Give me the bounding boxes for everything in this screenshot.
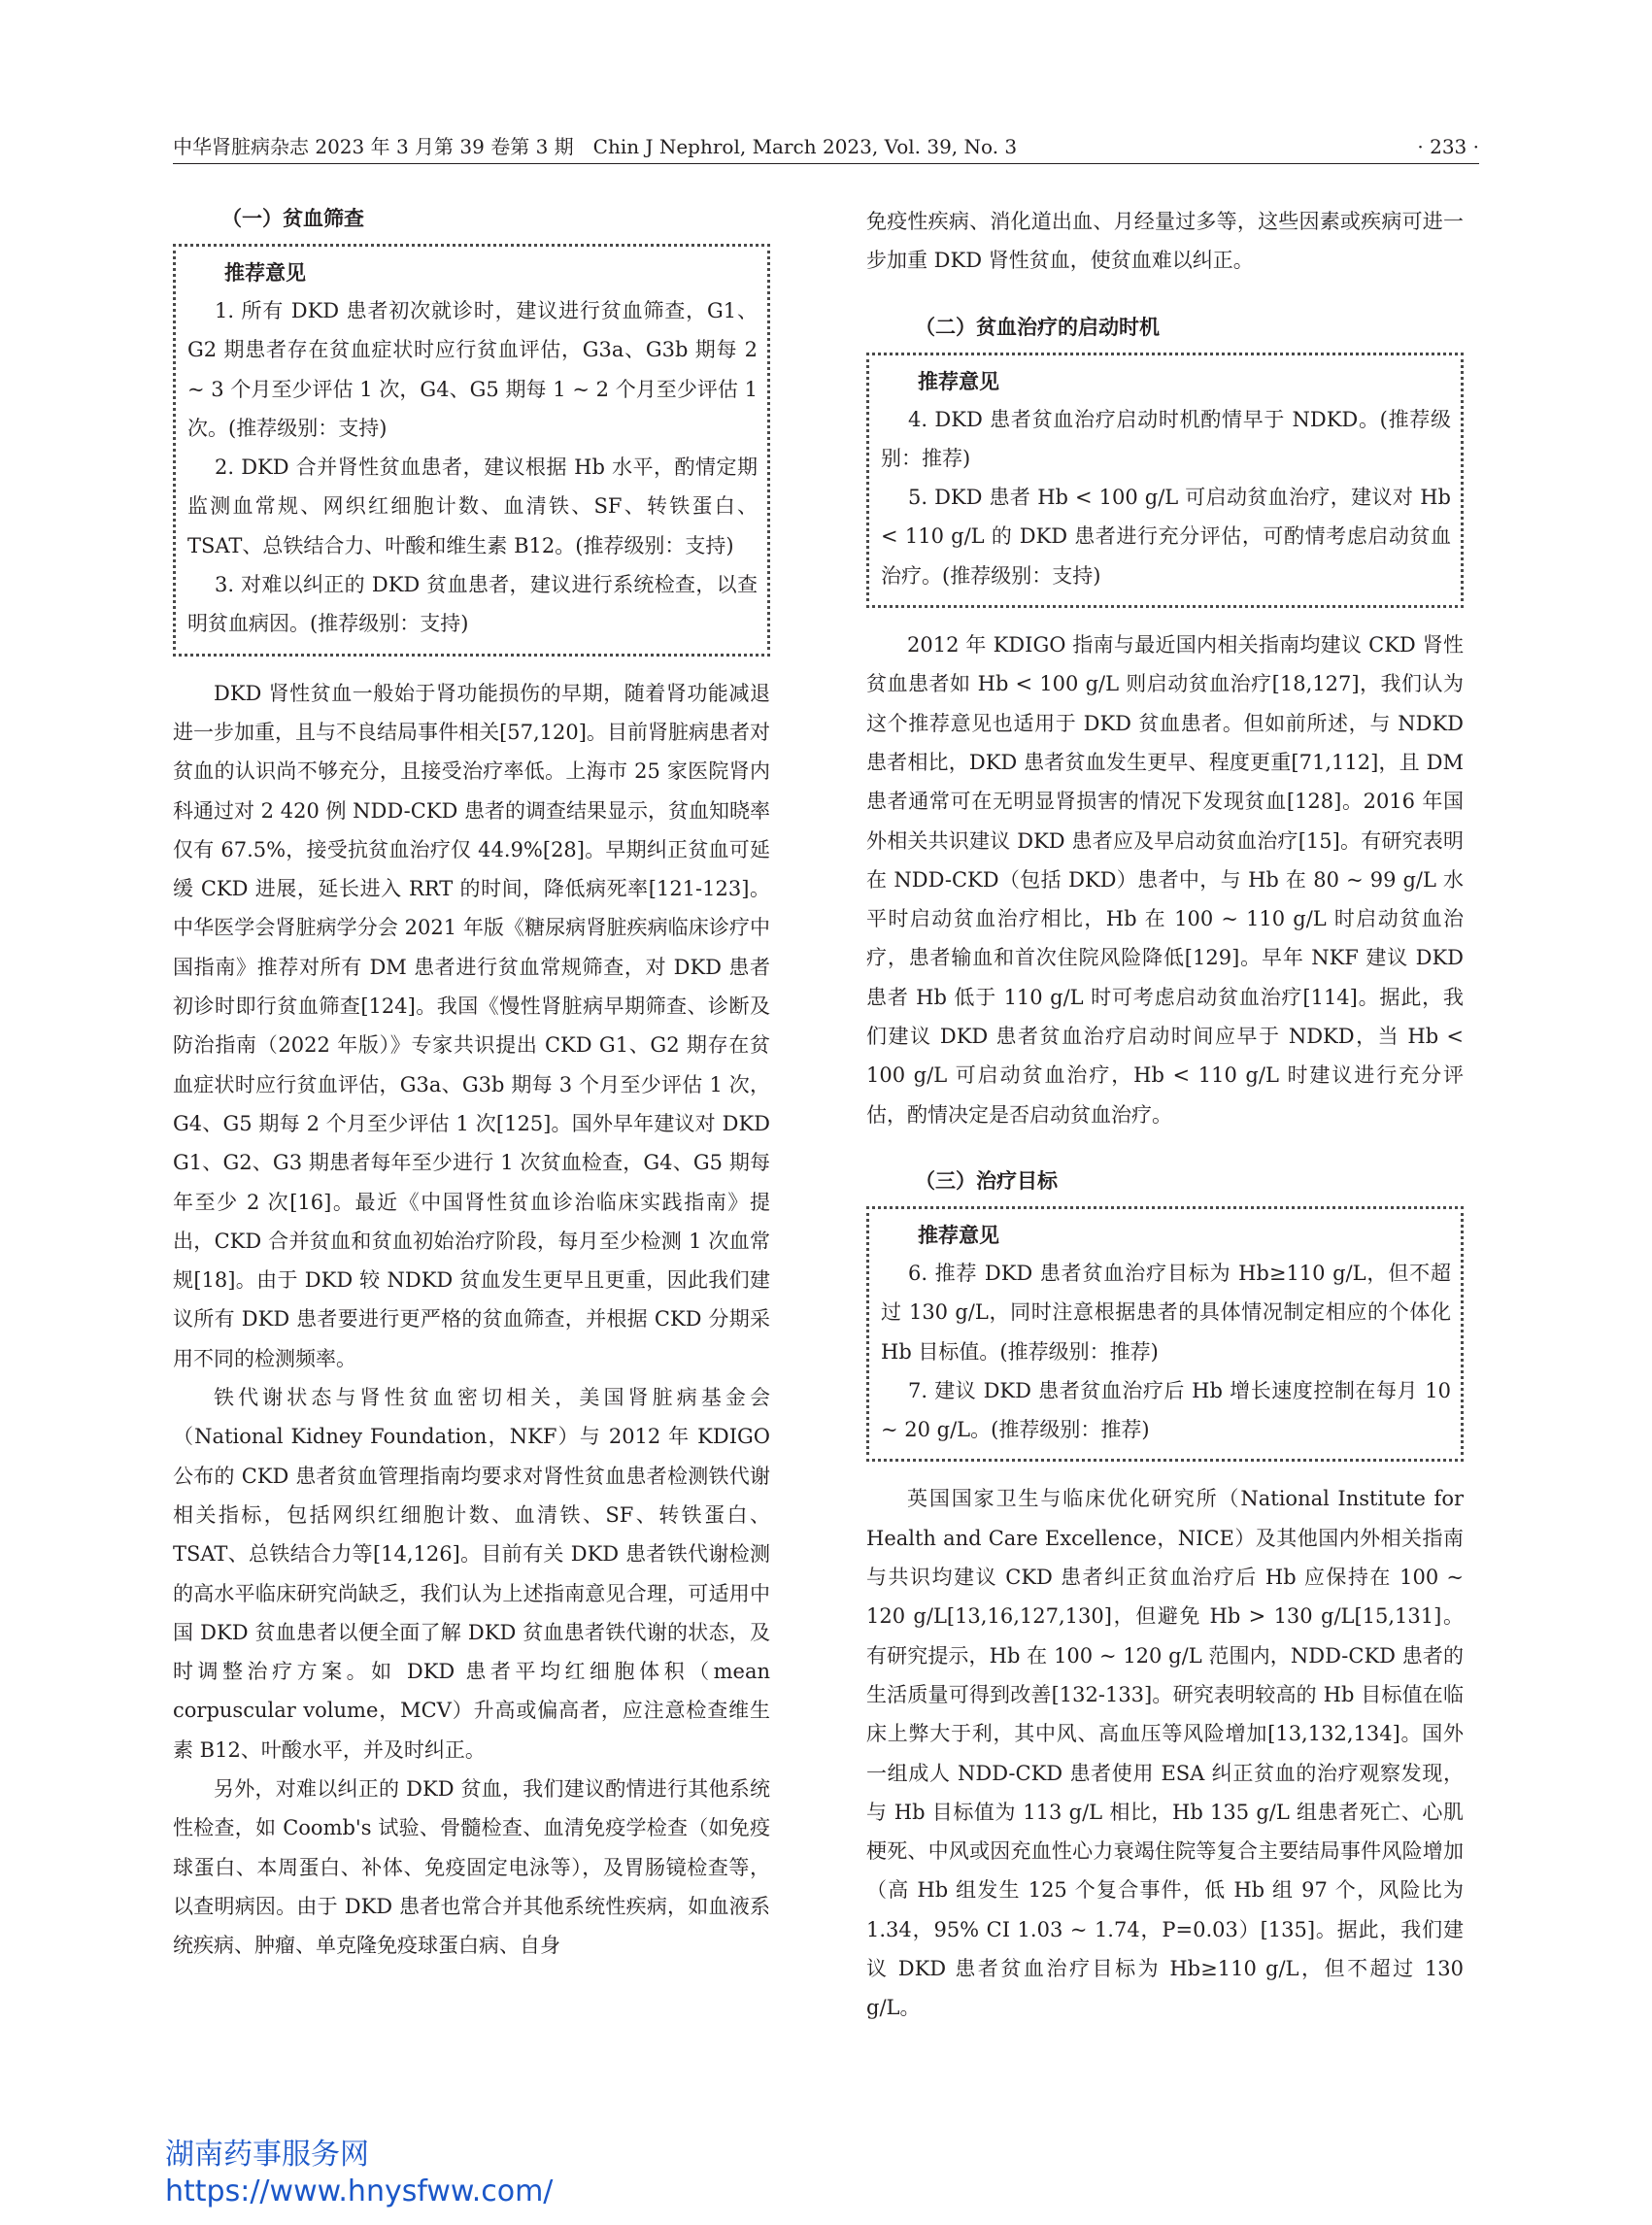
journal-citation: 中华肾脏病杂志 2023 年 3 月第 39 卷第 3 期 Chin J Nephrol, March 2023, Vol. 39, No. 3	[173, 135, 1018, 158]
recommendation-3: 3. 对难以纠正的 DKD 贫血患者，建议进行系统检查，以查明贫血病因。(推荐级别：支持)	[187, 573, 758, 636]
site-name: 湖南药事服务网	[165, 2138, 369, 2172]
watermark-footer	[165, 2137, 553, 2210]
recommendation-7: 7. 建议 DKD 患者贫血治疗后 Hb 增长速度控制在每月 10 ~ 20 g/L。(推荐级别：推荐)	[881, 1378, 1451, 1442]
body-paragraph: 2012 年 KDIGO 指南与最近国内相关指南均建议 CKD 肾性贫血患者如 Hb < 100 g/L 则启动贫血治疗[18,127]，我们认为这个推荐意见也适用于 DKD 贫血患者。但如前所述，与 NDKD 患者相比，DKD 患者贫血发生更早、程度更重[71,112]，且 DM 患者通常可在无明显肾损害的情况下发现贫血[128]。2016 年国外相关共识建议 DKD 患者应及早启动贫血治疗[15]。有研究表明在 NDD-CKD（包括 DKD）患者中，与 Hb 在 80 ~ 99 g/L 水平时启动贫血治疗相比，Hb 在 100 ~ 110 g/L 时启动贫血治疗，患者输血和首次住院风险降低[129]。早年 NKF 建议 DKD 患者 Hb 低于 110 g/L 时可考虑启动贫血治疗[114]。据此，我们建议 DKD 患者贫血治疗启动时间应早于 NDKD，当 Hb < 100 g/L 可启动贫血治疗，Hb < 110 g/L 时建议进行充分评估，酌情决定是否启动贫血治疗。	[866, 633, 1464, 1127]
recommendation-box-1	[173, 244, 770, 657]
recommendation-heading: 推荐意见	[224, 261, 306, 285]
body-paragraph: DKD 肾性贫血一般始于肾功能损伤的早期，随着肾功能减退进一步加重，且与不良结局事件相关[57,120]。目前肾脏病患者对贫血的认识尚不够充分，且接受治疗率低。上海市 25 家医院肾内科通过对 2 420 例 NDD-CKD 患者的调查结果显示，贫血知晓率仅有 67.5%，接受抗贫血治疗仅 44.9%[28]。早期纠正贫血可延缓 CKD 进展，延长进入 RRT 的时间，降低病死率[121-123]。中华医学会肾脏病学分会 2021 年版《糖尿病肾脏疾病临床诊疗中国指南》推荐对所有 DM 患者进行贫血常规筛查，对 DKD 患者初诊时即行贫血筛查[124]。我国《慢性肾脏病早期筛查、诊断及防治指南（2022 年版）》专家共识提出 CKD G1、G2 期存在贫血症状时应行贫血评估，G3a、G3b 期每 3 个月至少评估 1 次，G4、G5 期每 2 个月至少评估 1 次[125]。国外早年建议对 DKD G1、G2、G3 期患者每年至少进行 1 次贫血检查，G4、G5 期每年至少 2 次[16]。最近《中国肾性贫血诊治临床实践指南》提出，CKD 合并贫血和贫血初始治疗阶段，每月至少检测 1 次血常规[18]。由于 DKD 较 NDKD 贫血发生更早且更重，因此我们建议所有 DKD 患者要进行更严格的贫血筛查，并根据 CKD 分期采用不同的检测频率。	[173, 681, 770, 1370]
recommendation-4: 4. DKD 患者贫血治疗启动时机酌情早于 NDKD。(推荐级别：推荐)	[881, 407, 1451, 470]
section-title-treatment-initiation: （二）贫血治疗的启动时机	[915, 315, 1160, 339]
recommendation-heading: 推荐意见	[918, 1223, 999, 1247]
section-title-treatment-target: （三）治疗目标	[915, 1168, 1058, 1193]
body-paragraph: 英国国家卫生与临床优化研究所（National Institute for Health and Care Excellence，NICE）及其他国内外相关指南与共识均建议 CKD 患者纠正贫血治疗后 Hb 应保持在 100 ~ 120 g/L[13,16,127,130]，但避免 Hb > 130 g/L[15,131]。有研究提示，Hb 在 100 ~ 120 g/L 范围内，NDD-CKD 患者的生活质量可得到改善[132-133]。研究表明较高的 Hb 目标值在临床上弊大于利，其中风、高血压等风险增加[13,132,134]。国外一组成人 NDD-CKD 患者使用 ESA 纠正贫血的治疗观察发现，与 Hb 目标值为 113 g/L 相比，Hb 135 g/L 组患者死亡、心肌梗死、中风或因充血性心力衰竭住院等复合主要结局事件风险增加（高 Hb 组发生 125 个复合事件，低 Hb 组 97 个，风险比为 1.34，95% CI 1.03 ~ 1.74，P=0.03）[135]。据此，我们建议 DKD 患者贫血治疗目标为 Hb≥110 g/L，但不超过 130 g/L。	[866, 1487, 1464, 2020]
section-title-anemia-screening: （一）贫血筛查	[221, 207, 364, 230]
running-header	[173, 130, 1479, 164]
recommendation-box-3	[866, 1206, 1464, 1462]
body-paragraph-continued: 免疫性疾病、消化道出血、月经量过多等，这些因素或疾病可进一步加重 DKD 肾性贫血，使贫血难以纠正。	[866, 210, 1464, 273]
right-column	[866, 202, 1464, 2028]
recommendation-5: 5. DKD 患者 Hb < 100 g/L 可启动贫血治疗，建议对 Hb < 110 g/L 的 DKD 患者进行充分评估，可酌情考虑启动贫血治疗。(推荐级别：支持)	[881, 486, 1451, 588]
recommendation-6: 6. 推荐 DKD 患者贫血治疗目标为 Hb≥110 g/L，但不超过 130 g/L，同时注意根据患者的具体情况制定相应的个体化 Hb 目标值。(推荐级别：推荐)	[881, 1261, 1451, 1364]
body-paragraph: 铁代谢状态与肾性贫血密切相关，美国肾脏病基金会（National Kidney Foundation，NKF）与 2012 年 KDIGO 公布的 CKD 患者贫血管理指南均要求对肾性贫血患者检测铁代谢相关指标，包括网织红细胞计数、血清铁、SF、转铁蛋白、TSAT、总铁结合力等[14,126]。目前有关 DKD 患者铁代谢检测的高水平临床研究尚缺乏，我们认为上述指南意见合理，可适用中国 DKD 贫血患者以便全面了解 DKD 贫血患者铁代谢的状态，及时调整治疗方案。如 DKD 患者平均红细胞体积（mean corpuscular volume，MCV）升高或偏高者，应注意检查维生素 B12、叶酸水平，并及时纠正。	[173, 1386, 770, 1762]
page-number: · 233 ·	[1417, 135, 1479, 158]
left-column	[173, 199, 770, 1965]
recommendation-1: 1. 所有 DKD 患者初次就诊时，建议进行贫血筛查，G1、G2 期患者存在贫血症状时应行贫血评估，G3a、G3b 期每 2 ~ 3 个月至少评估 1 次，G4、G5 期每 1 ~ 2 个月至少评估 1 次。(推荐级别：支持)	[187, 299, 758, 440]
recommendation-heading: 推荐意见	[918, 369, 999, 393]
site-url-link[interactable]: https://www.hnysfww.com/	[165, 2174, 554, 2208]
body-paragraph: 另外，对难以纠正的 DKD 贫血，我们建议酌情进行其他系统性检查，如 Coomb's 试验、骨髓检查、血清免疫学检查（如免疫球蛋白、本周蛋白、补体、免疫固定电泳等），及胃肠镜检查等，以查明病因。由于 DKD 患者也常合并其他系统性疾病，如血液系统疾病、肿瘤、单克隆免疫球蛋白病、自身	[173, 1776, 770, 1958]
recommendation-2: 2. DKD 合并肾性贫血患者，建议根据 Hb 水平，酌情定期监测血常规、网织红细胞计数、血清铁、SF、转铁蛋白、TSAT、总铁结合力、叶酸和维生素 B12。(推荐级别：支持)	[187, 455, 758, 557]
recommendation-box-2	[866, 353, 1464, 608]
